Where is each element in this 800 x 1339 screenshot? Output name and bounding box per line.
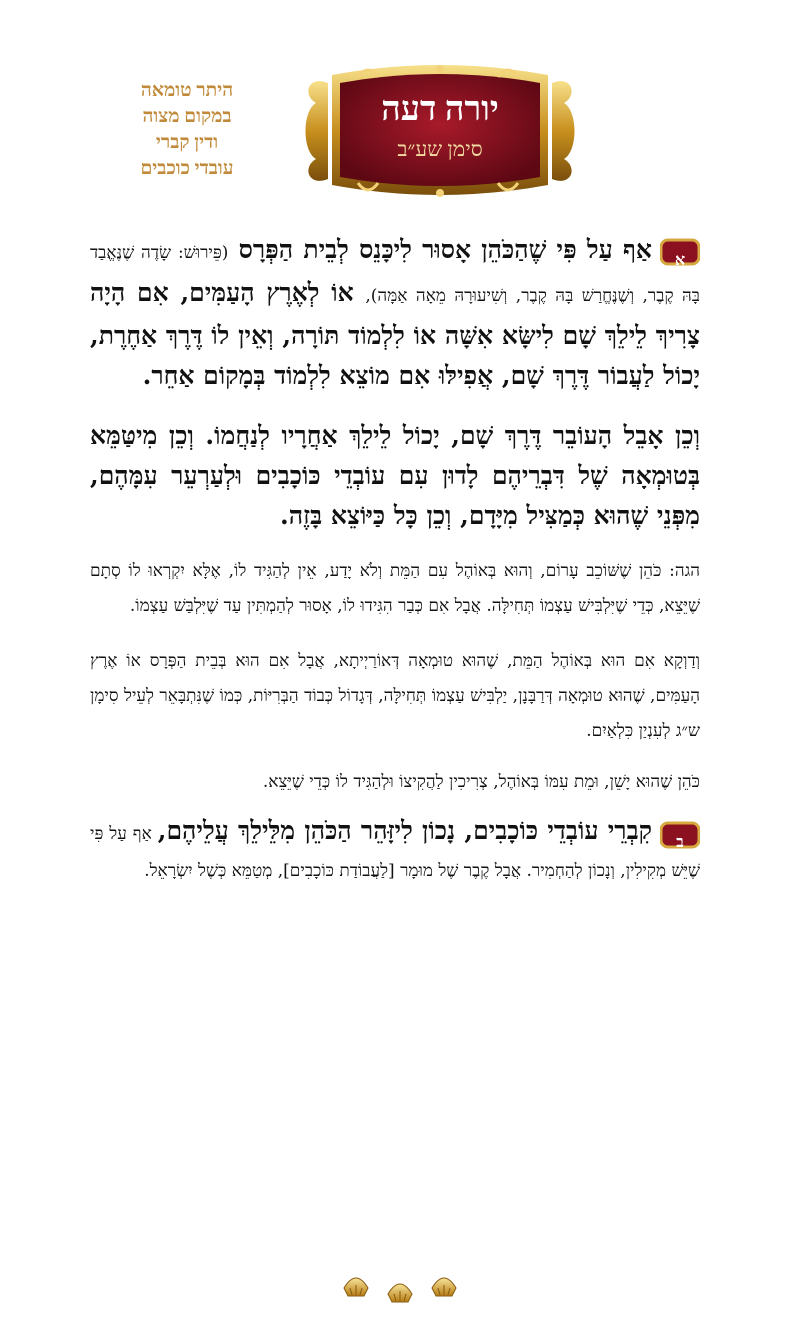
- paragraph-text: וְדַוְקָא אִם הוּא בְּאוֹהֶל הַמֵּת, שֶׁהוּא טוּמְאָה דְּאוֹרַיְיתָא, אֲבָל אִם הוּא בְּבֵית הַפְּרָס אוֹ אֶרֶץ הָעַמִּים, שֶׁהוּא טוּמְאָה דְּרַבָּנָן, יַלְבִּישׁ עַצְמוֹ תְּחִילָּה, דְּגָדוֹל כְּבוֹד הַבְּרִיּוֹת, כְּמוֹ שֶׁנִּתְבָּאֵר לְעֵיל סִימָן ש״ג לְעִנְיַן כִּלְאַיִם.: [90, 651, 700, 741]
- seif-marker-letter: א: [674, 251, 686, 269]
- footer-shells-ornament: [340, 1268, 460, 1308]
- scroll-ornament-icon: [298, 55, 582, 205]
- side-title-line: ודין קברי: [155, 132, 219, 153]
- paragraph-text: אַף עַל פִּי שֶׁיֵּשׁ מְקִילִין, וְנָכוֹן לְהַחְמִיר. אֲבָל קֶבֶר שֶׁל מוּמָר [לַעֲבוֹדַת כּוֹכָבִים], מְטַמֵּא כְּשֶׁל יִשְׂרָאֵל.: [90, 824, 700, 881]
- main-text: [90, 230, 700, 906]
- side-title: [112, 78, 262, 182]
- paragraph: [90, 644, 700, 749]
- banner-scroll: [298, 55, 582, 205]
- side-title-line: היתר טומאה: [140, 80, 234, 101]
- hagah-paragraph: [90, 554, 700, 624]
- banner-subtitle: סימן שע״ב: [397, 137, 483, 161]
- banner-title: יורה דעה: [381, 91, 499, 128]
- paragraph-lead-text: קִבְרֵי עוֹבְדֵי כּוֹכָבִים, נָכוֹן לִיזָּהֵר הַכֹּהֵן מִלֵּילֵךְ עֲלֵיהֶם,: [157, 816, 653, 845]
- paragraph: [90, 416, 700, 536]
- paragraph-text: אַף עַל פִּי שֶׁהַכֹּהֵן אָסוּר לִיכָּנֵס לְבֵית הַפְּרָס: [238, 235, 652, 264]
- paragraph-text: הגה: כֹּהֵן שֶׁשּׁוֹכֵב עָרוֹם, וְהוּא בְּאוֹהֶל עִם הַמֵּת וְלֹא יָדַע, אֵין לְהַגִּיד לוֹ, אֶלָּא יִקְרְאוּ לוֹ סְתָם שֶׁיֵּצֵא, כְּדֵי שֶׁיִּלְבִּישׁ עַצְמוֹ תְּחִילָּה. אֲבָל אִם כְּבַר הִגִּידוּ לוֹ, אָסוּר לְהַמְתִּין עַד שֶׁיִּלְבַּשׁ עַצְמוֹ.: [90, 561, 700, 616]
- paragraph: [90, 230, 700, 396]
- paragraph: [90, 765, 700, 800]
- seif-marker: [660, 238, 700, 269]
- paragraph-text: כֹּהֵן שֶׁהוּא יָשֵׁן, וּמֵת עִמּוֹ בְּאוֹהֶל, צְרִיכִין לַהֲקִיצוֹ וּלְהַגִּיד לוֹ כְּדֵי שֶׁיֵּצֵא.: [262, 772, 700, 792]
- parenthetical-gloss: (פֵּירוּשׁ: שָׂדֶה שֶׁנֶּאֱבַד בָּהּ קֶבֶר, וְשֶׁנֶּחֱרַשׁ בָּהּ קֶבֶר, וְשִׁיעוּרָהּ מֵאָה אַמָּה),: [90, 243, 700, 306]
- paragraph: [90, 812, 700, 890]
- seif-marker-letter: ב: [676, 833, 684, 851]
- paragraph-text: אוֹ לְאֶרֶץ הָעַמִּים, אִם הָיָה צָרִיךְ לֵילֵךְ שָׁם לִישָּׂא אִשָּׁה אוֹ לִלְמוֹד תּוֹרָה, וְאֵין לוֹ דֶּרֶךְ אַחֶרֶת, יָכוֹל לַעֲבוֹר דֶּרֶךְ שָׁם, אֲפִילּוּ אִם מוֹצֵא לִלְמוֹד בְּמָקוֹם אַחֵר.: [90, 278, 700, 390]
- shell-icon: [340, 1268, 460, 1308]
- side-title-line: במקום מצוה: [142, 106, 232, 127]
- seif-marker: [660, 821, 700, 849]
- paragraph-text: וְכֵן אָבֵל הָעוֹבֵר דֶּרֶךְ שָׁם, יָכוֹל לֵילֵךְ אַחֲרָיו לְנַחֲמוֹ. וְכֵן מִיטַּמֵּא בְּטוּמְאָה שֶׁל דִּבְרֵיהֶם לָדוּן עִם עוֹבְדֵי כּוֹכָבִים וּלְעַרְעֵר עִמָּהֶם, מִפְּנֵי שֶׁהוּא כְּמַצִּיל מִיָּדָם, וְכֵן כָּל כַּיּוֹצֵא בָּזֶה.: [90, 421, 700, 530]
- side-title-line: עובדי כוכבים: [140, 158, 234, 179]
